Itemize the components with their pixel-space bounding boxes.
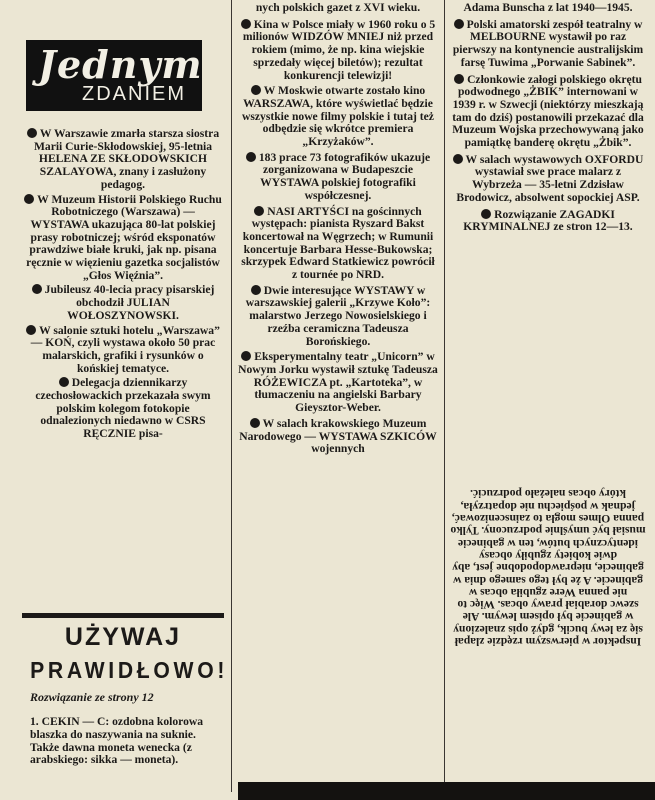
logo-word-jednym: Jednym (38, 42, 203, 87)
feature-title-line1: UŻYWAJ (64, 623, 182, 651)
upside-down-solution (450, 487, 646, 647)
bullet-icon (59, 377, 69, 387)
news-item-continued: nych polskich gazet z XVI wieku. (255, 1, 421, 14)
bullet-icon (254, 206, 264, 216)
column-2 (238, 2, 438, 800)
news-item: Członkowie załogi polskiego okrętu podwodnego „ŻBIK” internowani w 1939 r. w Szwecji (niektórzy mieszkają tam do dziś) postanowili przekazać dla Muzeum Wojska przechowywaną jako pamiątkę banderę okrętu „Żbik”. (452, 72, 644, 150)
news-item: Polski amatorski zespół teatralny w MELBOURNE wystawił po raz pierwszy na kontynencie australijskim farsę Tuwima „Porwanie Sabinek”. (452, 17, 644, 69)
upside-down-text: Inspektor w pierwszym rzędzie zlapał się za lewy bucik, gdyż opis znaleziony w gabinecie był opisem lewym. Ale szewc dorabiał prawy obcas. Więc to nie panna Were zgubiła obcas w gabinecie. A że był tego samego dnia w gabinecie, nieprawdopodobne jest, aby dwie kobiety zgubiły obcasy identycznych butów, ten w gabinecie musiał być umyślnie podrzucony. Tylko panna Olmes mogła to zainscenizować, jednak w pośpiechu nie dopatrzyła, który obcas należało podrzucić. (450, 487, 646, 648)
news-item: Kina w Polsce miały w 1960 roku o 5 milionów WIDZÓW MNIEJ niż przed rokiem (mimo, że np. kina wiejskie sprzedały więcej biletów); rezultat konkurencji telewizji! (238, 19, 438, 83)
news-item: W salach krakowskiego Muzeum Narodowego — WYSTAWA SZKICÓW wojennych (239, 416, 437, 456)
bullet-icon (250, 418, 260, 428)
bullet-icon (454, 74, 464, 84)
news-item: Eksperymentalny teatr „Unicorn” w Nowym Jorku wystawił sztukę Tadeusza RÓŻEWICZA pt. „Kartoteka”, w tłumaczeniu na angielski Barbary Gieysztor-Weber. (238, 350, 438, 415)
answer-text: 1. CEKIN — C: ozdobna kolorowa blaszka do naszywania na suknie. Także dawna moneta wenecka (z arabskiego: sikka — moneta). (30, 715, 204, 767)
news-item: W Moskwie otwarte zostało kino WARSZAWA, które wyświetlać będzie wszystkie nowe filmy polskie i tutaj też odbędzie się wkrótce premiera „Krzyżaków”. (242, 84, 434, 149)
news-item: NASI ARTYŚCI na gościnnych występach: pianista Ryszard Bakst koncertował na Węgrzech; w Rumunii koncertuje Barbara Hesse-Bukowska; skrzypek Edward Statkiewicz powrócił z tournée po NRD. (241, 204, 435, 282)
news-item: 183 prace 73 fotografików ukazuje zorganizowana w Budapeszcie WYSTAWA polskiej fotografiki współczesnej. (238, 152, 438, 203)
bullet-icon (246, 152, 256, 162)
bullet-icon (24, 194, 34, 204)
column-3 (450, 2, 646, 800)
news-item: W Muzeum Historii Polskiego Ruchu Robotniczego (Warszawa) — WYSTAWA ukazująca 80-lat polskiej prasy robotniczej; wśród eksponatów prawdziwe białe kruki, jak np. pisana ręcznie w więzieniu gazetka socjalistów „Głos Więźnia”. (26, 192, 222, 282)
bullet-icon (32, 284, 42, 294)
news-item: W salach wystawowych OXFORDU wystawiał swe prace malarz z Wybrzeża — 35-letni Zdzisław Brodowicz, absolwent sopockiej ASP. (450, 154, 646, 205)
column-rule-1 (231, 0, 232, 792)
bullet-icon (251, 285, 261, 295)
solution-note: Rozwiązanie ze strony 12 (30, 690, 154, 704)
feature-title-line2: PRAWIDŁOWO! (30, 657, 229, 683)
news-item: Jubileusz 40-lecia pracy pisarskiej obchodził JULIAN WOŁOSZYNOWSKI. (22, 284, 224, 322)
news-item: W salonie sztuki hotelu „Warszawa” — KOŃ, czyli wystawa około 50 prac malarskich, grafiki i rysunków o końskiej tematyce. (22, 325, 224, 376)
news-item: W Warszawie zmarła starsza siostra Marii Curie-Skłodowskiej, 95-letnia HELENA ZE SKŁODOWSKICH SZALAYOWA, znany i zasłużony pedagog. (22, 128, 224, 192)
news-item: Delegacja dziennikarzy czechosłowackich przekazała swym polskim kolegom fotokopie odnalezionych niedawno w CSRS RĘCZNIE pisa- (35, 376, 211, 441)
bullet-icon (241, 351, 251, 361)
logo-word-zdaniem: ZDANIEM (82, 83, 186, 105)
news-item-continued: Adama Bunscha z lat 1940—1945. (463, 1, 633, 14)
column-rule-2 (444, 0, 445, 792)
feature-top-rule (22, 613, 224, 618)
section-logo (26, 40, 202, 111)
news-item: Rozwiązanie ZAGADKI KRYMINALNEJ ze stron 12—13. (463, 207, 633, 234)
bullet-icon (241, 19, 251, 29)
bullet-icon (481, 209, 491, 219)
bullet-icon (251, 85, 261, 95)
news-item: Dwie interesujące WYSTAWY w warszawskiej galerii „Krzywe Koło”: malarstwo Jerzego Nowosielskiego i rzeźba ceramiczna Tadeusza Borońskiego. (245, 283, 431, 348)
bullet-icon (454, 19, 464, 29)
bullet-icon (26, 325, 36, 335)
bullet-icon (453, 154, 463, 164)
bullet-icon (27, 128, 37, 138)
bottom-bar (238, 782, 655, 800)
